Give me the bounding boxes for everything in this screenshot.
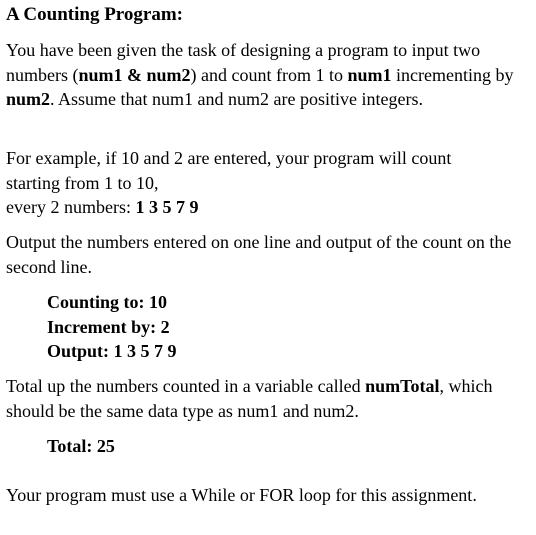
loop-requirement: Your program must use a While or FOR loop for this assignment. <box>6 485 477 505</box>
intro-bold-num2: num2 <box>6 89 51 109</box>
example-line-2: starting from 1 to 10, <box>6 172 159 193</box>
total-paragraph <box>6 374 532 423</box>
total-line: Total: 25 <box>47 436 115 456</box>
intro-text-4: . Assume that num1 and num2 are positive integers. <box>50 89 423 109</box>
output-instructions: Output the numbers entered on one line and output of the count on the second line. <box>6 232 512 277</box>
output-line: Output: 1 3 5 7 9 <box>47 341 177 361</box>
intro-paragraph <box>6 38 532 112</box>
intro-text-1: You have been given the task of designing a program to input two numbers ( <box>6 40 481 85</box>
intro-text-3: incrementing by <box>391 64 514 85</box>
example-sequence: 1 3 5 7 9 <box>135 197 199 217</box>
intro-bold-num1: num1 <box>347 64 392 85</box>
example-paragraph <box>6 146 532 220</box>
total-text-2: , which should be the same data type as num1 and num2. <box>6 376 493 421</box>
total-block <box>47 434 115 459</box>
document-title: A Counting Program: <box>6 4 183 25</box>
counting-to-line: Counting to: 10 <box>47 292 168 312</box>
example-output-block <box>47 290 177 364</box>
example-line-3 <box>6 195 532 220</box>
total-text-1: Total up the numbers counted in a variable called <box>6 376 366 396</box>
example-line-3-text: every 2 numbers: <box>6 197 136 217</box>
increment-by-line: Increment by: 2 <box>47 316 170 337</box>
example-line-1: For example, if 10 and 2 are entered, your program will count <box>6 148 452 168</box>
num-total-variable: numTotal <box>365 376 440 396</box>
intro-bold-nums: num1 & num2 <box>78 64 191 85</box>
intro-text-2: ) and count from 1 to <box>190 64 348 85</box>
